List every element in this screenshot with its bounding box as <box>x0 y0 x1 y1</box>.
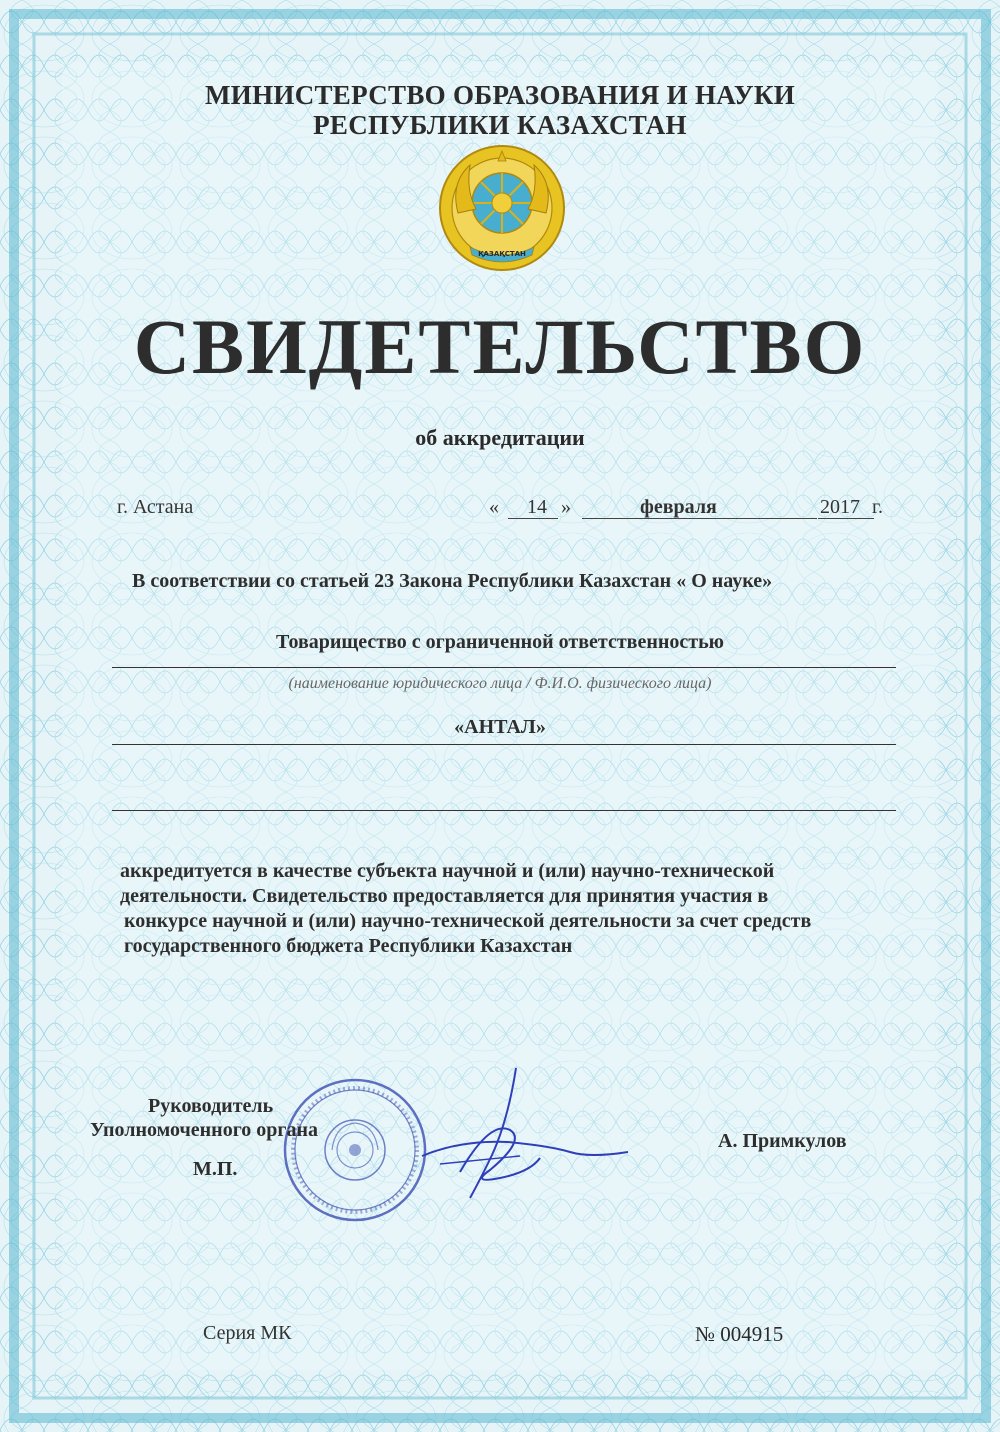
issue-city: г. Астана <box>117 496 194 518</box>
seal-place-label: М.П. <box>193 1158 238 1180</box>
quote-open: « <box>489 496 499 518</box>
signer-name: А. Примкулов <box>718 1130 847 1152</box>
year-suffix: г. <box>872 496 883 518</box>
entity-line-1 <box>112 667 896 668</box>
legal-basis: В соответствии со статьей 23 Закона Республики Казахстан « О науке» <box>132 570 773 592</box>
issue-month: февраля <box>640 496 717 518</box>
body-line-2: деятельности. Свидетельство предоставляется для принятия участия в <box>120 885 769 907</box>
signer-role-line1: Руководитель <box>148 1095 274 1117</box>
kazakhstan-state-emblem-icon <box>436 143 568 273</box>
issue-year: 2017 <box>820 496 860 518</box>
entity-caption: (наименование юридического лица / Ф.И.О. физического лица) <box>288 675 712 692</box>
year-underline <box>818 518 874 519</box>
series-label: Серия МК <box>203 1322 292 1344</box>
handwritten-signature-icon <box>400 1060 640 1210</box>
entity-line-3 <box>112 810 896 811</box>
ministry-name-line1: МИНИСТЕРСТВО ОБРАЗОВАНИЯ И НАУКИ <box>205 80 795 110</box>
entity-line-2 <box>112 744 896 745</box>
document-title: СВИДЕТЕЛЬСТВО <box>133 303 867 390</box>
document-subtitle: об аккредитации <box>415 425 585 450</box>
issue-day: 14 <box>527 496 547 518</box>
day-underline <box>508 518 558 519</box>
body-line-3: конкурсе научной и (или) научно-технической деятельности за счет средств <box>124 910 812 932</box>
body-line-4: государственного бюджета Республики Казахстан <box>124 935 573 957</box>
body-line-1: аккредитуется в качестве субъекта научной и (или) научно-технической <box>120 860 775 882</box>
quote-close: » <box>561 496 571 518</box>
signer-role-line2: Уполномоченного органа <box>90 1119 319 1141</box>
month-underline <box>582 518 817 519</box>
entity-type: Товарищество с ограниченной ответственностью <box>276 631 724 653</box>
entity-name: «АНТАЛ» <box>454 716 546 738</box>
certificate-number: № 004915 <box>695 1322 784 1346</box>
ministry-name-line2: РЕСПУБЛИКИ КАЗАХСТАН <box>313 110 687 140</box>
svg-text:ҚАЗАҚСТАН: ҚАЗАҚСТАН <box>478 250 526 258</box>
